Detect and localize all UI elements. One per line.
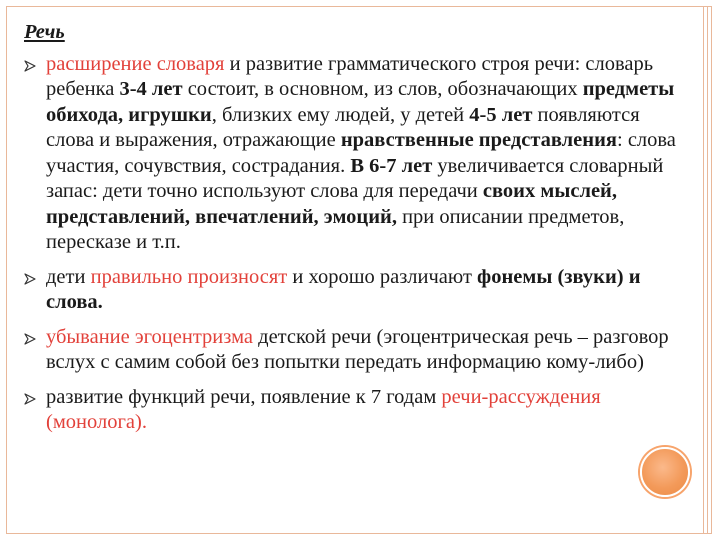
bullet-text-segment: детской речи (эгоцентрическая речь – разговор вслух с самим собой без попытки передать информацию кому-либо) [46,325,669,373]
frame-line-inner [703,6,704,534]
bullet-text-segment: нравственные представления [340,129,617,151]
bullet-text-segment: и развитие грамматического строя речи: словарь ребенка [46,52,654,100]
bullet-text-segment: 3-4 лет [119,78,183,100]
bullet-item [24,325,684,376]
bullet-text-segment: : слова участия, сочувствия, сострадания. [46,129,676,177]
bullet-list [24,52,684,436]
bullet-text-segment: увеличивается словарный запас: дети точно используют слова для передачи [46,154,664,202]
slide-content [24,20,684,445]
bullet-text-segment: речи-рассуждения (монолога). [46,385,601,433]
bullet-text-segment: появляются слова и выражения, отражающие [46,103,640,151]
arrowhead-bullet-icon [24,333,36,345]
bullet-text-segment: , близких ему людей, у детей [211,103,470,126]
bullet-item [24,52,684,256]
bullet-text-segment: дети [46,265,91,288]
bullet-text-segment: убывание эгоцентризма [46,325,254,348]
bullet-text-segment: предметы обихода, игрушки [46,78,675,126]
bullet-text-segment: состоит, в основном, из слов, обозначающих [182,78,583,100]
slide-heading: Речь [24,21,65,43]
bullet-item [24,385,684,436]
bullet-text-segment: фонемы (звуки) и слова. [46,265,641,313]
bullet-text-segment: правильно произносят [90,265,288,288]
bullet-item [24,265,684,316]
bullet-text-segment: своих мыслей, представлений, впечатлений, эмоций, [46,180,617,228]
bullet-text-segment: В 6-7 лет [350,154,433,177]
bullet-text-segment: расширение словаря [46,52,225,75]
bullet-text-segment: развитие функций речи, появление к 7 годам [46,385,442,408]
arrowhead-bullet-icon [24,273,36,285]
bullet-text-segment: при описании предметов, пересказе и т.п. [46,205,625,253]
bullet-text-segment: и хорошо различают [287,265,478,288]
decorative-circle [640,447,690,497]
arrowhead-bullet-icon [24,60,36,72]
frame-line-outer [707,6,708,534]
arrowhead-bullet-icon [24,393,36,405]
bullet-text-segment: 4-5 лет [469,103,533,126]
